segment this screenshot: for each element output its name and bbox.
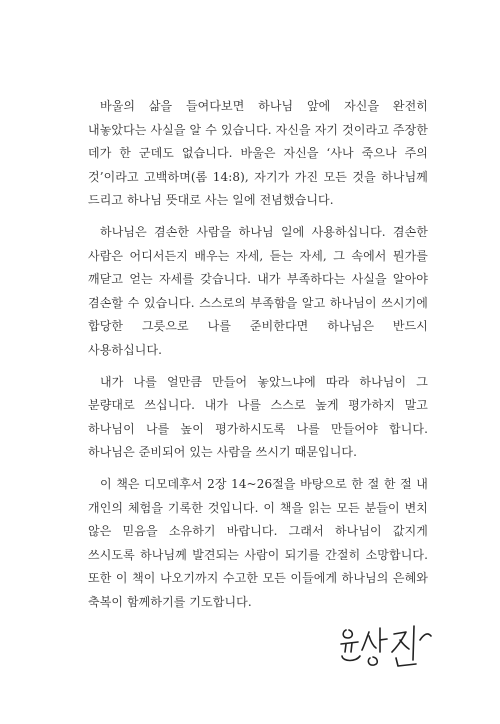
paragraph-3: 내가 나를 얼만큼 만들어 놓았느냐에 따라 하나님이 그 분량대로 쓰십니다. 내가 나를 스스로 높게 평가하지 말고 하나님이 나를 높이 평가하시도록 나를 만들어야 합니다. 하나님은 준비되어 있는 사람을 쓰시기 때문입니다.	[88, 374, 428, 460]
paragraph-1: 바울의 삶을 들여다보면 하나님 앞에 자신을 완전히 내놓았다는 사실을 알 수 있습니다. 자신을 자기 것이라고 주장한 데가 한 군데도 없습니다. 바울은 자신을 ‘사나 죽으나 주의 것’이라고 고백하며(롬 14:8), 자기가 가진 모든 것을 하나님께 드리고 하나님 뜻대로 사는 일에 전념했습니다.	[88, 99, 428, 208]
signature-icon	[336, 620, 436, 670]
paragraph-4: 이 책은 디모데후서 2장 14~26절을 바탕으로 한 절 한 절 내 개인의 체험을 기록한 것입니다. 이 책을 읽는 모든 분들이 변치 않은 믿음을 소유하기 바랍니다. 그래서 하나님이 값지게 쓰시도록 하나님께 발견되는 사람이 되기를 간절히 소망합니다. 또한 이 책이 나오기까지 수고한 모든 이들에게 하나님의 은혜와 축복이 함께하기를 기도합니다.	[88, 476, 428, 609]
author-signature	[336, 620, 436, 670]
preface-body	[88, 95, 428, 622]
paragraph-2: 하나님은 겸손한 사람을 하나님 일에 사용하십니다. 겸손한 사람은 어디서든지 배우는 자세, 듣는 자세, 그 속에서 뭔가를 깨닫고 얻는 자세를 갖습니다. 내가 부족하다는 사실을 알아야 겸손할 수 있습니다. 스스로의 부족함을 알고 하나님이 쓰시기에 합당한 그릇으로 나를 준비한다면 하나님은 반드시 사용하십니다.	[88, 224, 428, 357]
